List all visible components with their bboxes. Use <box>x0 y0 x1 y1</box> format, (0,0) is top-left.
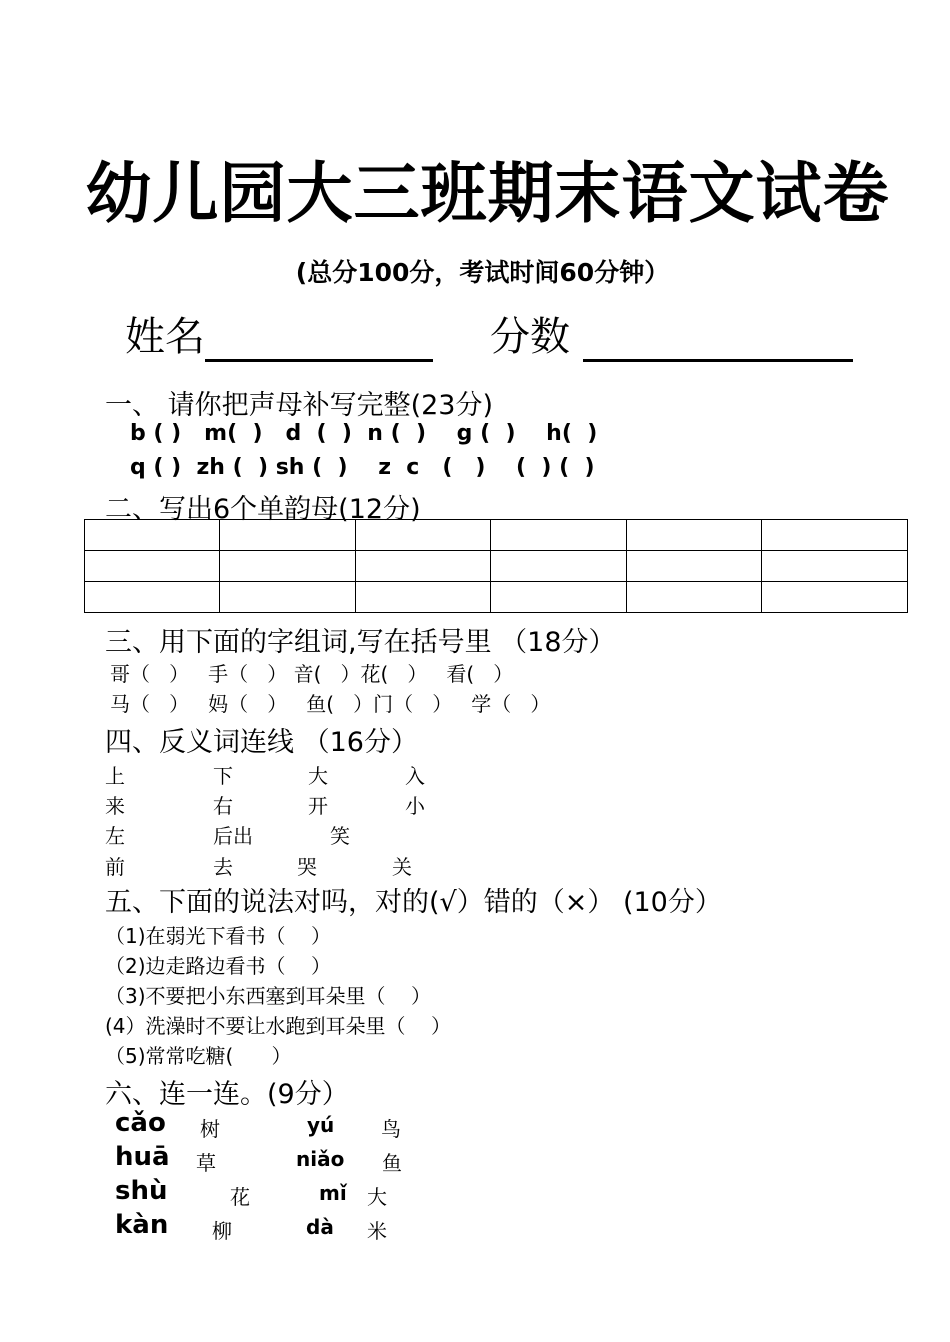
section3-line2: 马（ ） 妈（ ） 鱼( ）门（ ） 学（ ） <box>110 692 551 716</box>
pinyin-word: shù <box>115 1176 168 1206</box>
answer-cell[interactable] <box>219 551 355 582</box>
answer-cell[interactable] <box>219 520 355 551</box>
answer-cell[interactable] <box>219 582 355 613</box>
answer-cell[interactable] <box>85 551 220 582</box>
antonym-word: 哭 <box>297 855 317 879</box>
antonym-word: 来 <box>105 794 125 818</box>
answer-cell[interactable] <box>491 551 627 582</box>
match-char: 树 <box>200 1117 220 1141</box>
judgement-item: (4）洗澡时不要让水跑到耳朵里（ ） <box>105 1014 451 1038</box>
antonym-word: 去 <box>213 855 233 879</box>
section2-heading: 二、写出6个单韵母(12分) <box>105 494 421 525</box>
answer-cell[interactable] <box>627 520 762 551</box>
antonym-word: 大 <box>308 764 328 788</box>
name-label: 姓名 <box>125 314 205 360</box>
section4-heading: 四、反义词连线 （16分） <box>105 727 418 758</box>
section1-line2: q ( ) zh ( ) sh ( ) z c ( ) ( ) ( ) <box>130 455 595 480</box>
antonym-word: 小 <box>405 794 425 818</box>
antonym-word: 入 <box>405 764 425 788</box>
judgement-item: （3)不要把小东西塞到耳朵里（ ） <box>105 984 431 1008</box>
match-char: 花 <box>230 1185 250 1209</box>
antonym-word: 开 <box>308 794 328 818</box>
score-field <box>490 305 853 362</box>
section6-heading: 六、连一连。(9分） <box>105 1079 349 1110</box>
name-blank[interactable] <box>205 319 433 362</box>
vowel-answer-table <box>84 519 908 613</box>
pinyin-small: mǐ <box>319 1181 347 1205</box>
answer-cell[interactable] <box>85 582 220 613</box>
antonym-word: 左 <box>105 824 125 848</box>
page-title: 幼儿园大三班期末语文试卷 <box>85 155 890 232</box>
antonym-word: 前 <box>105 855 125 879</box>
page-subtitle: (总分100分，考试时间60分钟） <box>295 258 670 287</box>
pinyin-word: kàn <box>115 1210 169 1240</box>
answer-cell[interactable] <box>355 551 491 582</box>
name-field <box>125 305 433 362</box>
match-char: 米 <box>367 1219 387 1243</box>
pinyin-word: huā <box>115 1142 170 1172</box>
judgement-item: （5)常常吃糖( ） <box>105 1044 292 1068</box>
answer-cell[interactable] <box>355 520 491 551</box>
answer-cell[interactable] <box>491 520 627 551</box>
table-row <box>85 551 908 582</box>
antonym-word: 上 <box>105 764 125 788</box>
pinyin-small: dà <box>306 1215 334 1239</box>
answer-cell[interactable] <box>627 551 762 582</box>
section3-heading: 三、用下面的字组词,写在括号里 （18分） <box>105 627 616 658</box>
table-row <box>85 582 908 613</box>
antonym-word: 后出 <box>213 824 253 848</box>
antonym-word: 右 <box>213 794 233 818</box>
match-char: 草 <box>196 1151 216 1175</box>
section1-line1: b ( ) m( ) d ( ) n ( ) g ( ) h( ) <box>130 421 598 446</box>
antonym-word: 关 <box>392 855 412 879</box>
judgement-item: （2)边走路边看书（ ） <box>105 954 331 978</box>
section1-heading: 一、 请你把声母补写完整(23分) <box>105 390 494 421</box>
score-label: 分数 <box>490 314 570 360</box>
match-char: 大 <box>367 1185 387 1209</box>
antonym-word: 笑 <box>330 824 350 848</box>
answer-cell[interactable] <box>85 520 220 551</box>
answer-cell[interactable] <box>627 582 762 613</box>
answer-cell[interactable] <box>762 551 908 582</box>
answer-cell[interactable] <box>762 520 908 551</box>
match-char: 鱼 <box>382 1151 402 1175</box>
section5-heading: 五、下面的说法对吗，对的(√）错的（×） (10分） <box>105 887 722 918</box>
answer-cell[interactable] <box>491 582 627 613</box>
judgement-item: （1)在弱光下看书（ ） <box>105 924 331 948</box>
score-blank[interactable] <box>583 319 853 362</box>
match-char: 鸟 <box>381 1117 401 1141</box>
section3-line1: 哥（ ） 手（ ） 音( ）花( ） 看( ） <box>110 662 514 686</box>
match-char: 柳 <box>212 1219 232 1243</box>
pinyin-word: cǎo <box>115 1108 166 1138</box>
answer-cell[interactable] <box>762 582 908 613</box>
table-row <box>85 520 908 551</box>
pinyin-small: yú <box>307 1113 335 1137</box>
antonym-word: 下 <box>213 764 233 788</box>
answer-cell[interactable] <box>355 582 491 613</box>
pinyin-small: niǎo <box>296 1147 345 1171</box>
